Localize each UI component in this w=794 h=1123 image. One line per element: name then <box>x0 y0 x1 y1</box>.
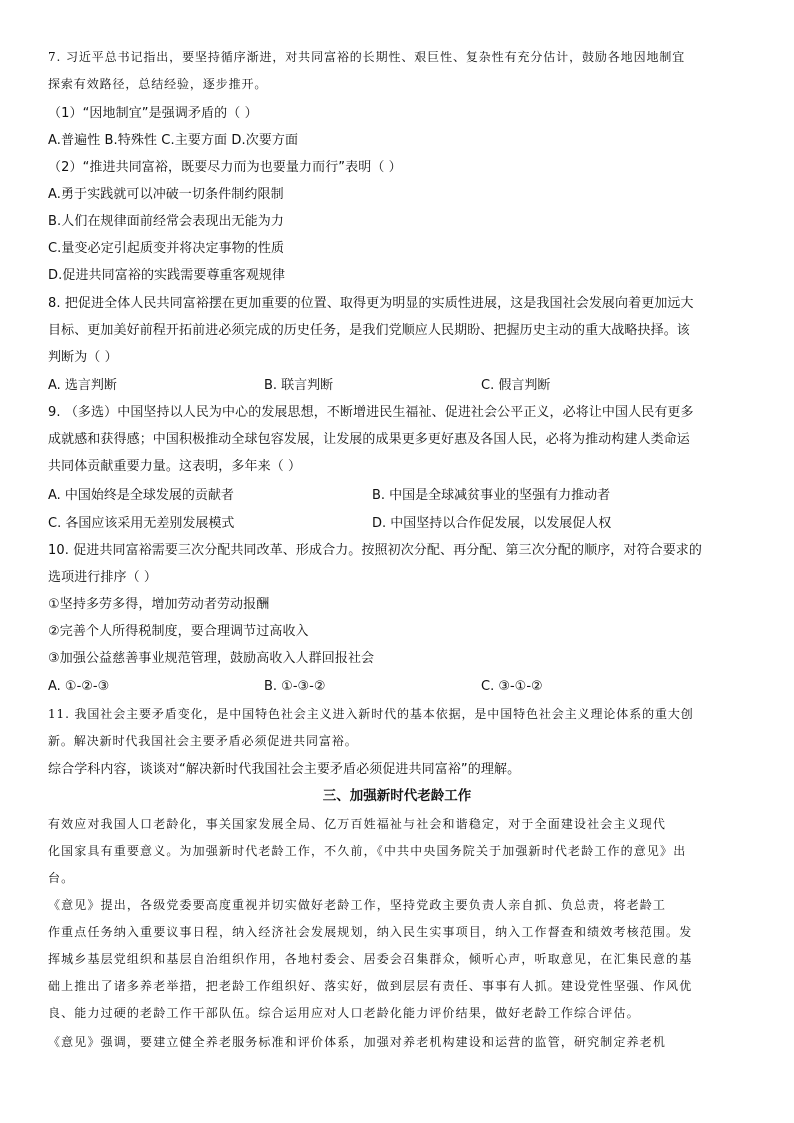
para2-line-3: 挥城乡基层党组织和基层自治组织作用，各地村委会、居委会召集群众，倾听心声，听取意见，在汇集民意的基 <box>48 952 693 966</box>
q10-option-a: A. ①-②-③ <box>48 679 110 694</box>
q11-task <box>48 756 748 783</box>
q10-item-3: ③加强公益慈善事业规范管理，鼓励高收入人群回报社会 <box>48 651 375 666</box>
q9-stem <box>48 399 748 480</box>
para3-line-1: 《意见》强调，要建立健全养老服务标准和评价体系，加强对养老机构建设和运营的监管，研究制定养老机 <box>48 1035 667 1049</box>
para2-line-2: 作重点任务纳入重要议事日程，纳入经济社会发展规划，纳入民生实事项目，纳入工作督查和绩效考核范围。发 <box>48 925 693 939</box>
q10-stem-line-1: 10. 促进共同富裕需要三次分配共同改革、形成合力。按照初次分配、再分配、第三次分配的顺序，对符合要求的 <box>48 543 703 558</box>
para2-line-5: 良、能力过硬的老龄工作干部队伍。综合运用应对人口老龄化能力评价结果，做好老龄工作综合评估。 <box>48 1006 640 1020</box>
para1-line-2: 化国家具有重要意义。为加强新时代老龄工作，不久前，《中共中央国务院关于加强新时代老龄工作的意见》出 <box>48 844 687 858</box>
q8-stem-line-1: 8. 把促进全体人民共同富裕摆在更加重要的位置、取得更为明显的实质性进展，这是我国社会发展向着更加远大 <box>48 296 694 311</box>
q11-task-text: 综合学科内容，谈谈对“解决新时代我国社会主要矛盾必须促进共同富裕”的理解。 <box>48 762 521 777</box>
q10-option-c: C. ③-①-② <box>481 679 543 694</box>
q11-stem <box>48 701 748 755</box>
q9-stem-line-3: 共同体贡献重要力量。这表明，多年来（ ） <box>48 459 302 474</box>
q7-sub2-option-a: A.勇于实践就可以冲破一切条件制约限制 <box>48 187 284 202</box>
material-paragraph-1 <box>48 811 748 892</box>
q8-option-c: C. 假言判断 <box>481 378 551 393</box>
q8-stem-line-3: 判断为（ ） <box>48 350 118 365</box>
q11-stem-line-1: 11. 我国社会主要矛盾变化，是中国特色社会主义进入新时代的基本依据，是中国特色社会主义理论体系的重大创 <box>48 707 694 721</box>
q9-stem-line-1: 9. （多选）中国坚持以人民为中心的发展思想，不断增进民生福祉、促进社会公平正义，必将让中国人民有更多 <box>48 405 694 420</box>
section-heading: 三、加强新时代老龄工作 <box>322 788 472 804</box>
q10-item-2: ②完善个人所得税制度，要合理调节过高收入 <box>48 624 309 639</box>
para2-line-1: 《意见》提出，各级党委要高度重视并切实做好老龄工作，坚持党政主要负责人亲自抓、负总责，将老龄工 <box>48 898 667 912</box>
q7-sub1 <box>48 100 748 289</box>
q9-option-b: B. 中国是全球减贫事业的坚强有力推动者 <box>372 488 611 503</box>
q9-stem-line-2: 成就感和获得感；中国积极推动全球包容发展，让发展的成果更多更好惠及各国人民，必将为推动构建人类命运 <box>48 432 690 447</box>
q7-sub2-option-c: C.量变必定引起质变并将决定事物的性质 <box>48 241 285 256</box>
material-paragraph-3 <box>48 1029 748 1056</box>
para2-line-4: 础上推出了诸多养老举措，把老龄工作组织好、落实好，做到层层有责任、事事有人抓。建设党性坚强、作风优 <box>48 979 693 993</box>
q7-sub1-options: A.普遍性 B.特殊性 C.主要方面 D.次要方面 <box>48 133 299 148</box>
q9-option-d: D. 中国坚持以合作促发展，以发展促人权 <box>372 516 612 531</box>
q8-stem-line-2: 目标、更加美好前程开拓前进必须完成的历史任务，是我们党顺应人民期盼、把握历史主动的重大战略抉择。该 <box>48 323 690 338</box>
para1-line-3: 台。 <box>48 871 75 885</box>
q7-stem <box>48 44 748 98</box>
material-paragraph-2 <box>48 892 748 1027</box>
q7-stem-line-1: 7. 习近平总书记指出，要坚持循序渐进，对共同富裕的长期性、艰巨性、复杂性有充分估计，鼓励各地因地制宜 <box>48 50 686 64</box>
q10-item-1: ①坚持多劳多得，增加劳动者劳动报酬 <box>48 597 270 612</box>
q9-option-c: C. 各国应该采用无差别发展模式 <box>48 516 235 531</box>
q7-sub2-question: （2）“推进共同富裕，既要尽力而为也要量力而行”表明（ ） <box>48 160 402 175</box>
q7-sub2-option-b: B.人们在规律面前经常会表现出无能为力 <box>48 214 284 229</box>
q11-stem-line-2: 新。解决新时代我国社会主要矛盾必须促进共同富裕。 <box>48 734 358 748</box>
q8-option-a: A. 选言判断 <box>48 378 117 393</box>
q10-stem-line-2: 选项进行排序（ ） <box>48 570 158 585</box>
q10-stem <box>48 537 748 672</box>
para1-line-1: 有效应对我国人口老龄化，事关国家发展全局、亿万百姓福祉与社会和谐稳定，对于全面建设社会主义现代 <box>48 817 667 831</box>
q10-option-b: B. ①-③-② <box>264 679 326 694</box>
q9-option-a: A. 中国始终是全球发展的贡献者 <box>48 488 234 503</box>
q7-sub1-question: （1）“因地制宜”是强调矛盾的（ ） <box>48 106 258 121</box>
q7-stem-line-2: 探索有效路径，总结经验，逐步推开。 <box>48 77 268 91</box>
q8-option-b: B. 联言判断 <box>264 378 334 393</box>
q8-stem <box>48 290 748 371</box>
q7-sub2-option-d: D.促进共同富裕的实践需要尊重客观规律 <box>48 268 286 283</box>
